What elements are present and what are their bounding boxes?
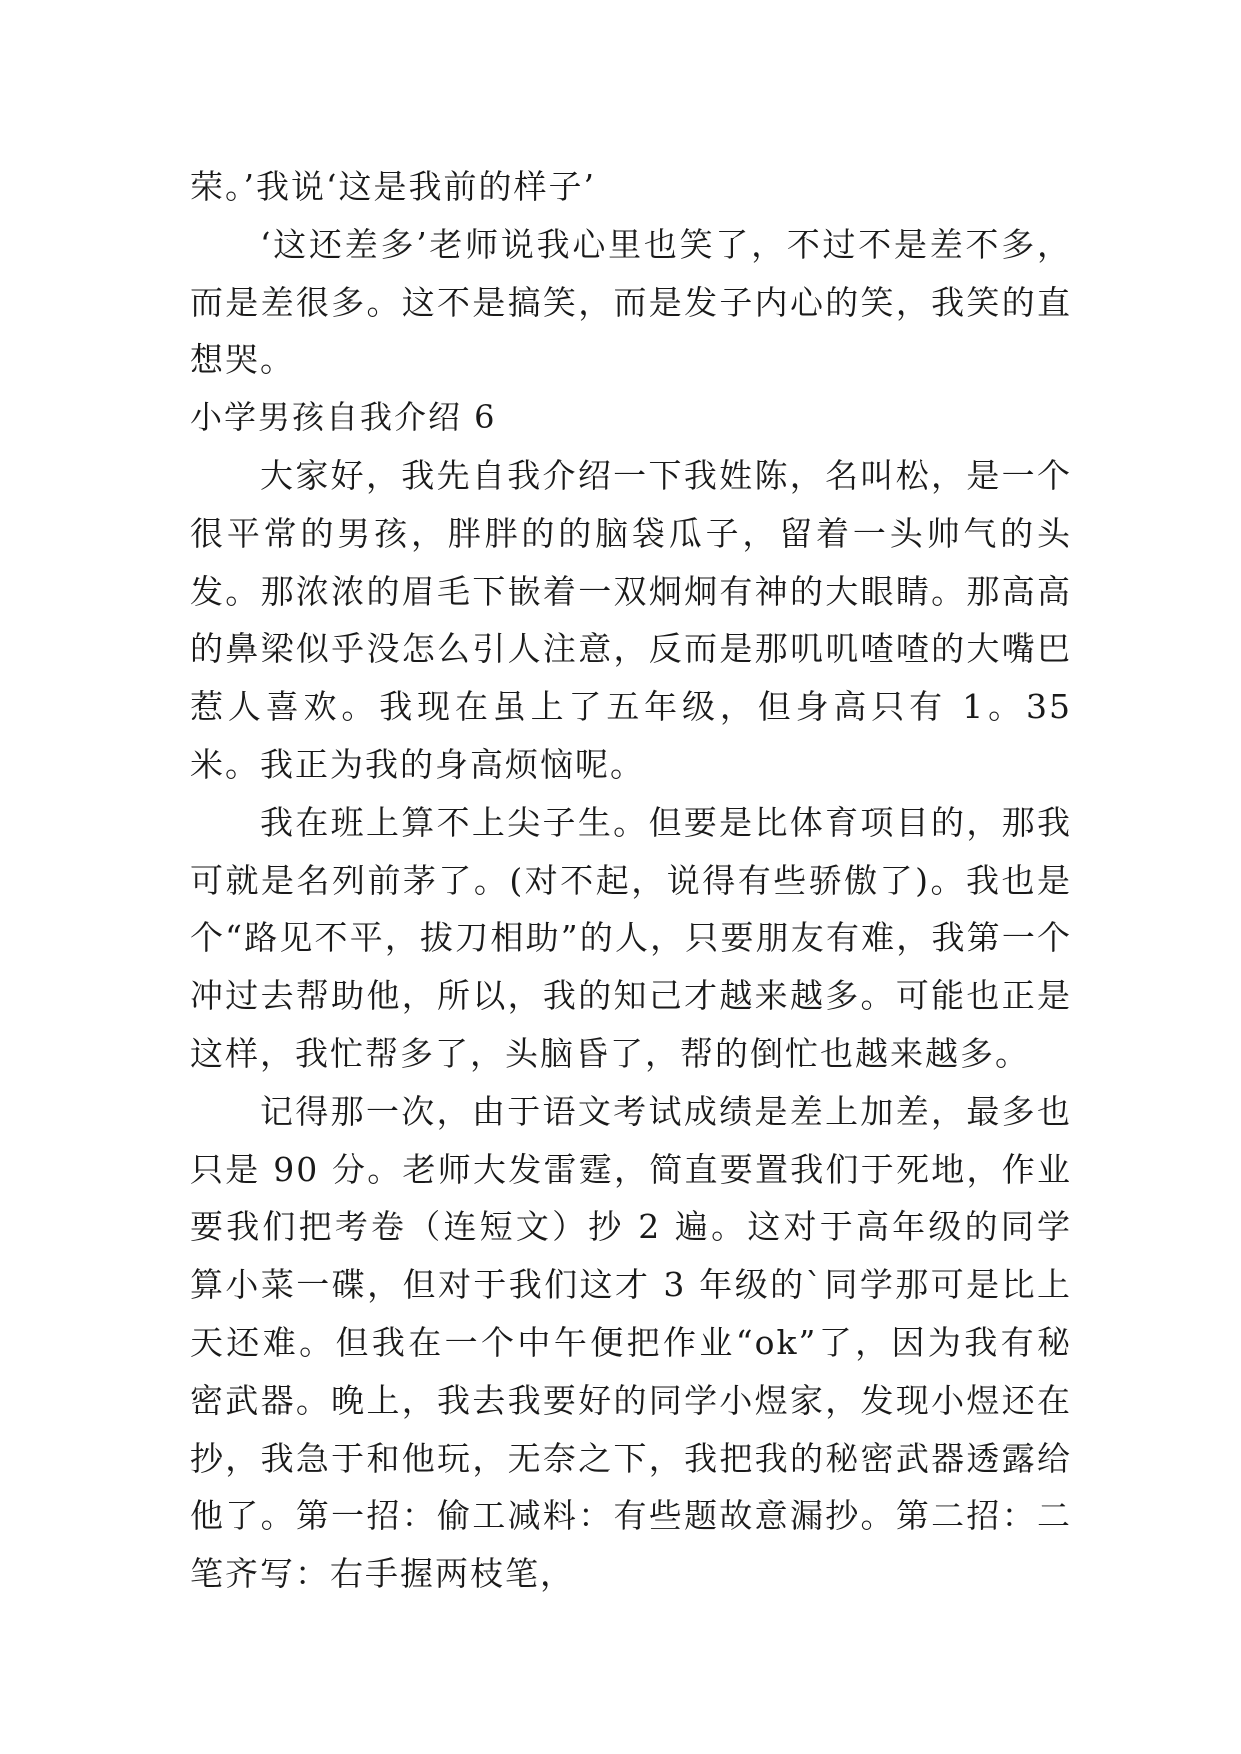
paragraph-continuation: 荣。’我说‘这是我前的样子’: [190, 167, 596, 206]
paragraph-teacher-comment: ‘这还差多’老师说我心里也笑了，不过不是差不多，而是差很多。这不是搞笑，而是发子内心的笑，我笑的直想哭。: [190, 224, 1072, 380]
paragraph-story: 记得那一次，由于语文考试成绩是差上加差，最多也只是 90 分。老师大发雷霆，简直要置我们于死地，作业要我们把考卷（连短文）抄 2 遍。这对于高年级的同学算小菜一碟，但对于我们这才 3 年级的`同学那可是比上天还难。但我在一个中午便把作业“ok”了，因为我有秘密武器。晚上，我去我要好的同学小煜家，发现小煜还在抄，我急于和他玩，无奈之下，我把我的秘密武器透露给他了。第一招：偷工减料：有些题故意漏抄。第二招：二笔齐写：右手握两枝笔，: [190, 1091, 1072, 1594]
section-heading: 小学男孩自我介绍 6: [190, 398, 497, 437]
document-body: [190, 158, 1072, 1603]
paragraph-class-standing: 我在班上算不上尖子生。但要是比体育项目的，那我可就是名列前茅了。(对不起，说得有些骄傲了)。我也是个“路见不平，拔刀相助”的人，只要朋友有难，我第一个冲过去帮助他，所以，我的知己才越来越多。可能也正是这样，我忙帮多了，头脑昏了，帮的倒忙也越来越多。: [190, 802, 1072, 1073]
paragraph-self-intro: 大家好，我先自我介绍一下我姓陈，名叫松，是一个很平常的男孩，胖胖的的脑袋瓜子，留着一头帅气的头发。那浓浓的眉毛下嵌着一双炯炯有神的大眼睛。那高高的鼻梁似乎没怎么引人注意，反而是那叽叽喳喳的大嘴巴惹人喜欢。我现在虽上了五年级，但身高只有 1。35 米。我正为我的身高烦恼呢。: [190, 455, 1072, 784]
